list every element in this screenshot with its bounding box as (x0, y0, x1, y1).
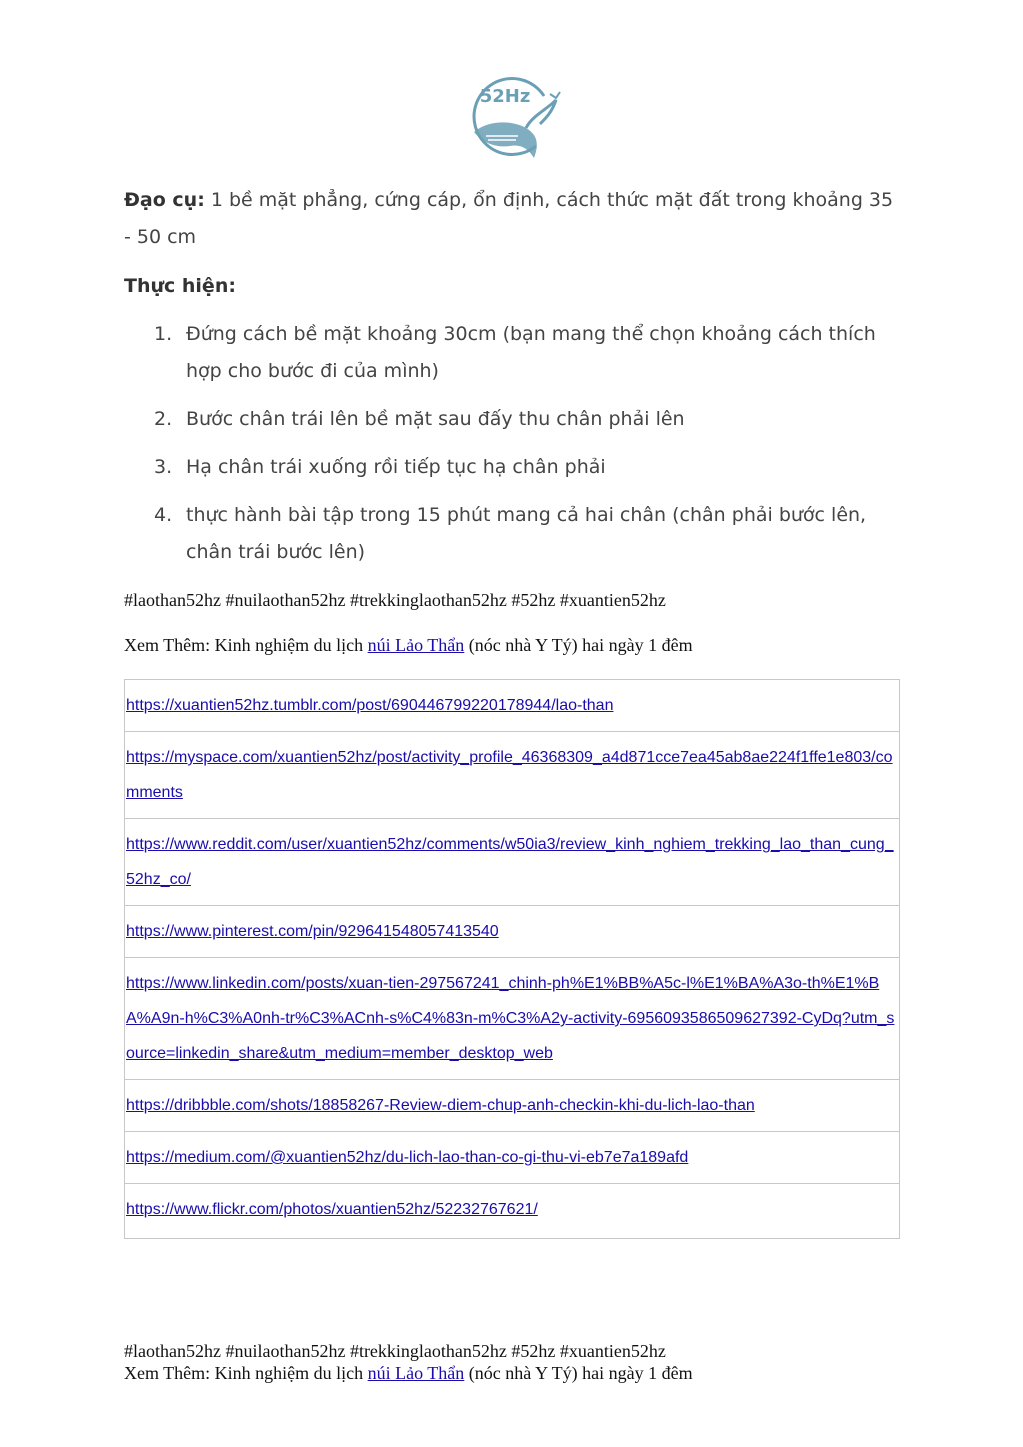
table-cell (125, 1184, 900, 1239)
step-text: Bước chân trái lên bề mặt sau đấy thu chân phải lên (186, 408, 685, 430)
steps-heading-label: Thực hiện: (124, 275, 236, 297)
step-number: 3. (154, 456, 173, 478)
table-cell (125, 680, 900, 732)
table-cell (125, 732, 900, 819)
see-more-link[interactable]: núi Lảo Thẩn (367, 635, 465, 655)
link[interactable]: https://www.flickr.com/photos/xuantien52hz/52232767621/ (126, 1201, 538, 1218)
table-row (125, 680, 900, 732)
links-table (124, 679, 900, 1239)
step-text: Hạ chân trái xuống rồi tiếp tục hạ chân phải (186, 456, 606, 478)
table-row (125, 958, 900, 1080)
link[interactable]: https://myspace.com/xuantien52hz/post/activity_profile_46368309_a4d871cce7ea45ab8ae224f1ffe1e803/comments (126, 749, 893, 801)
logo-text: 52Hz (479, 86, 531, 107)
hashtags: #laothan52hz #nuilaothan52hz #trekkinglaothan52hz #52hz #xuantien52hz (124, 590, 666, 610)
tools-label: Đạo cụ: (124, 189, 205, 211)
steps-heading (124, 268, 904, 305)
table-row (125, 1132, 900, 1184)
footer-see-more-link[interactable]: núi Lảo Thẩn (367, 1363, 465, 1383)
link[interactable]: https://www.linkedin.com/posts/xuan-tien-297567241_chinh-ph%E1%BB%A5c-l%E1%BA%A3o-th%E1%BA%A9n-h%C3%A0nh-tr%C3%ACnh-s%C4%83n-m%C3%A2y-activity-6956093586509627392-CyDq?utm_source=linkedin_share&utm_medium=member_desktop_web (126, 975, 895, 1062)
footer-hashtags: #laothan52hz #nuilaothan52hz #trekkinglaothan52hz #52hz #xuantien52hz (124, 1341, 666, 1361)
table-cell (125, 1132, 900, 1184)
table-row (125, 906, 900, 958)
tools-paragraph (124, 182, 904, 256)
table-cell (125, 819, 900, 906)
see-more-prefix: Xem Thêm: Kinh nghiệm du lịch (124, 635, 368, 655)
table-cell (125, 906, 900, 958)
step-text: Đứng cách bề mặt khoảng 30cm (bạn mang thể chọn khoảng cách thích hợp cho bước đi của mình) (186, 323, 876, 382)
table-row (125, 1184, 900, 1239)
link[interactable]: https://www.reddit.com/user/xuantien52hz/comments/w50ia3/review_kinh_nghiem_trekking_lao_than_cung_52hz_co/ (126, 836, 894, 888)
table-cell (125, 958, 900, 1080)
table-row (125, 819, 900, 906)
link[interactable]: https://medium.com/@xuantien52hz/du-lich-lao-than-co-gi-thu-vi-eb7e7a189afd (126, 1149, 689, 1166)
tools-text: 1 bề mặt phẳng, cứng cáp, ổn định, cách thức mặt đất trong khoảng 35 - 50 cm (124, 189, 894, 248)
table-row (125, 732, 900, 819)
table-row (125, 1080, 900, 1132)
footer-see-more-line (124, 1363, 924, 1384)
see-more-line (124, 635, 924, 656)
footer-see-more-suffix: (nóc nhà Y Tý) hai ngày 1 đêm (464, 1363, 693, 1383)
table-cell (125, 1080, 900, 1132)
footer-see-more-prefix: Xem Thêm: Kinh nghiệm du lịch (124, 1363, 368, 1383)
whale-logo-icon (466, 66, 562, 162)
link[interactable]: https://dribbble.com/shots/18858267-Review-diem-chup-anh-checkin-khi-du-lich-lao-than (126, 1097, 755, 1114)
link[interactable]: https://xuantien52hz.tumblr.com/post/690446799220178944/lao-than (126, 697, 614, 714)
step-text: thực hành bài tập trong 15 phút mang cả hai chân (chân phải bước lên, chân trái bước lên) (186, 504, 867, 563)
step-number: 4. (154, 504, 173, 526)
see-more-suffix: (nóc nhà Y Tý) hai ngày 1 đêm (464, 635, 693, 655)
link[interactable]: https://www.pinterest.com/pin/929641548057413540 (126, 923, 499, 940)
step-number: 2. (154, 408, 173, 430)
step-number: 1. (154, 323, 173, 345)
